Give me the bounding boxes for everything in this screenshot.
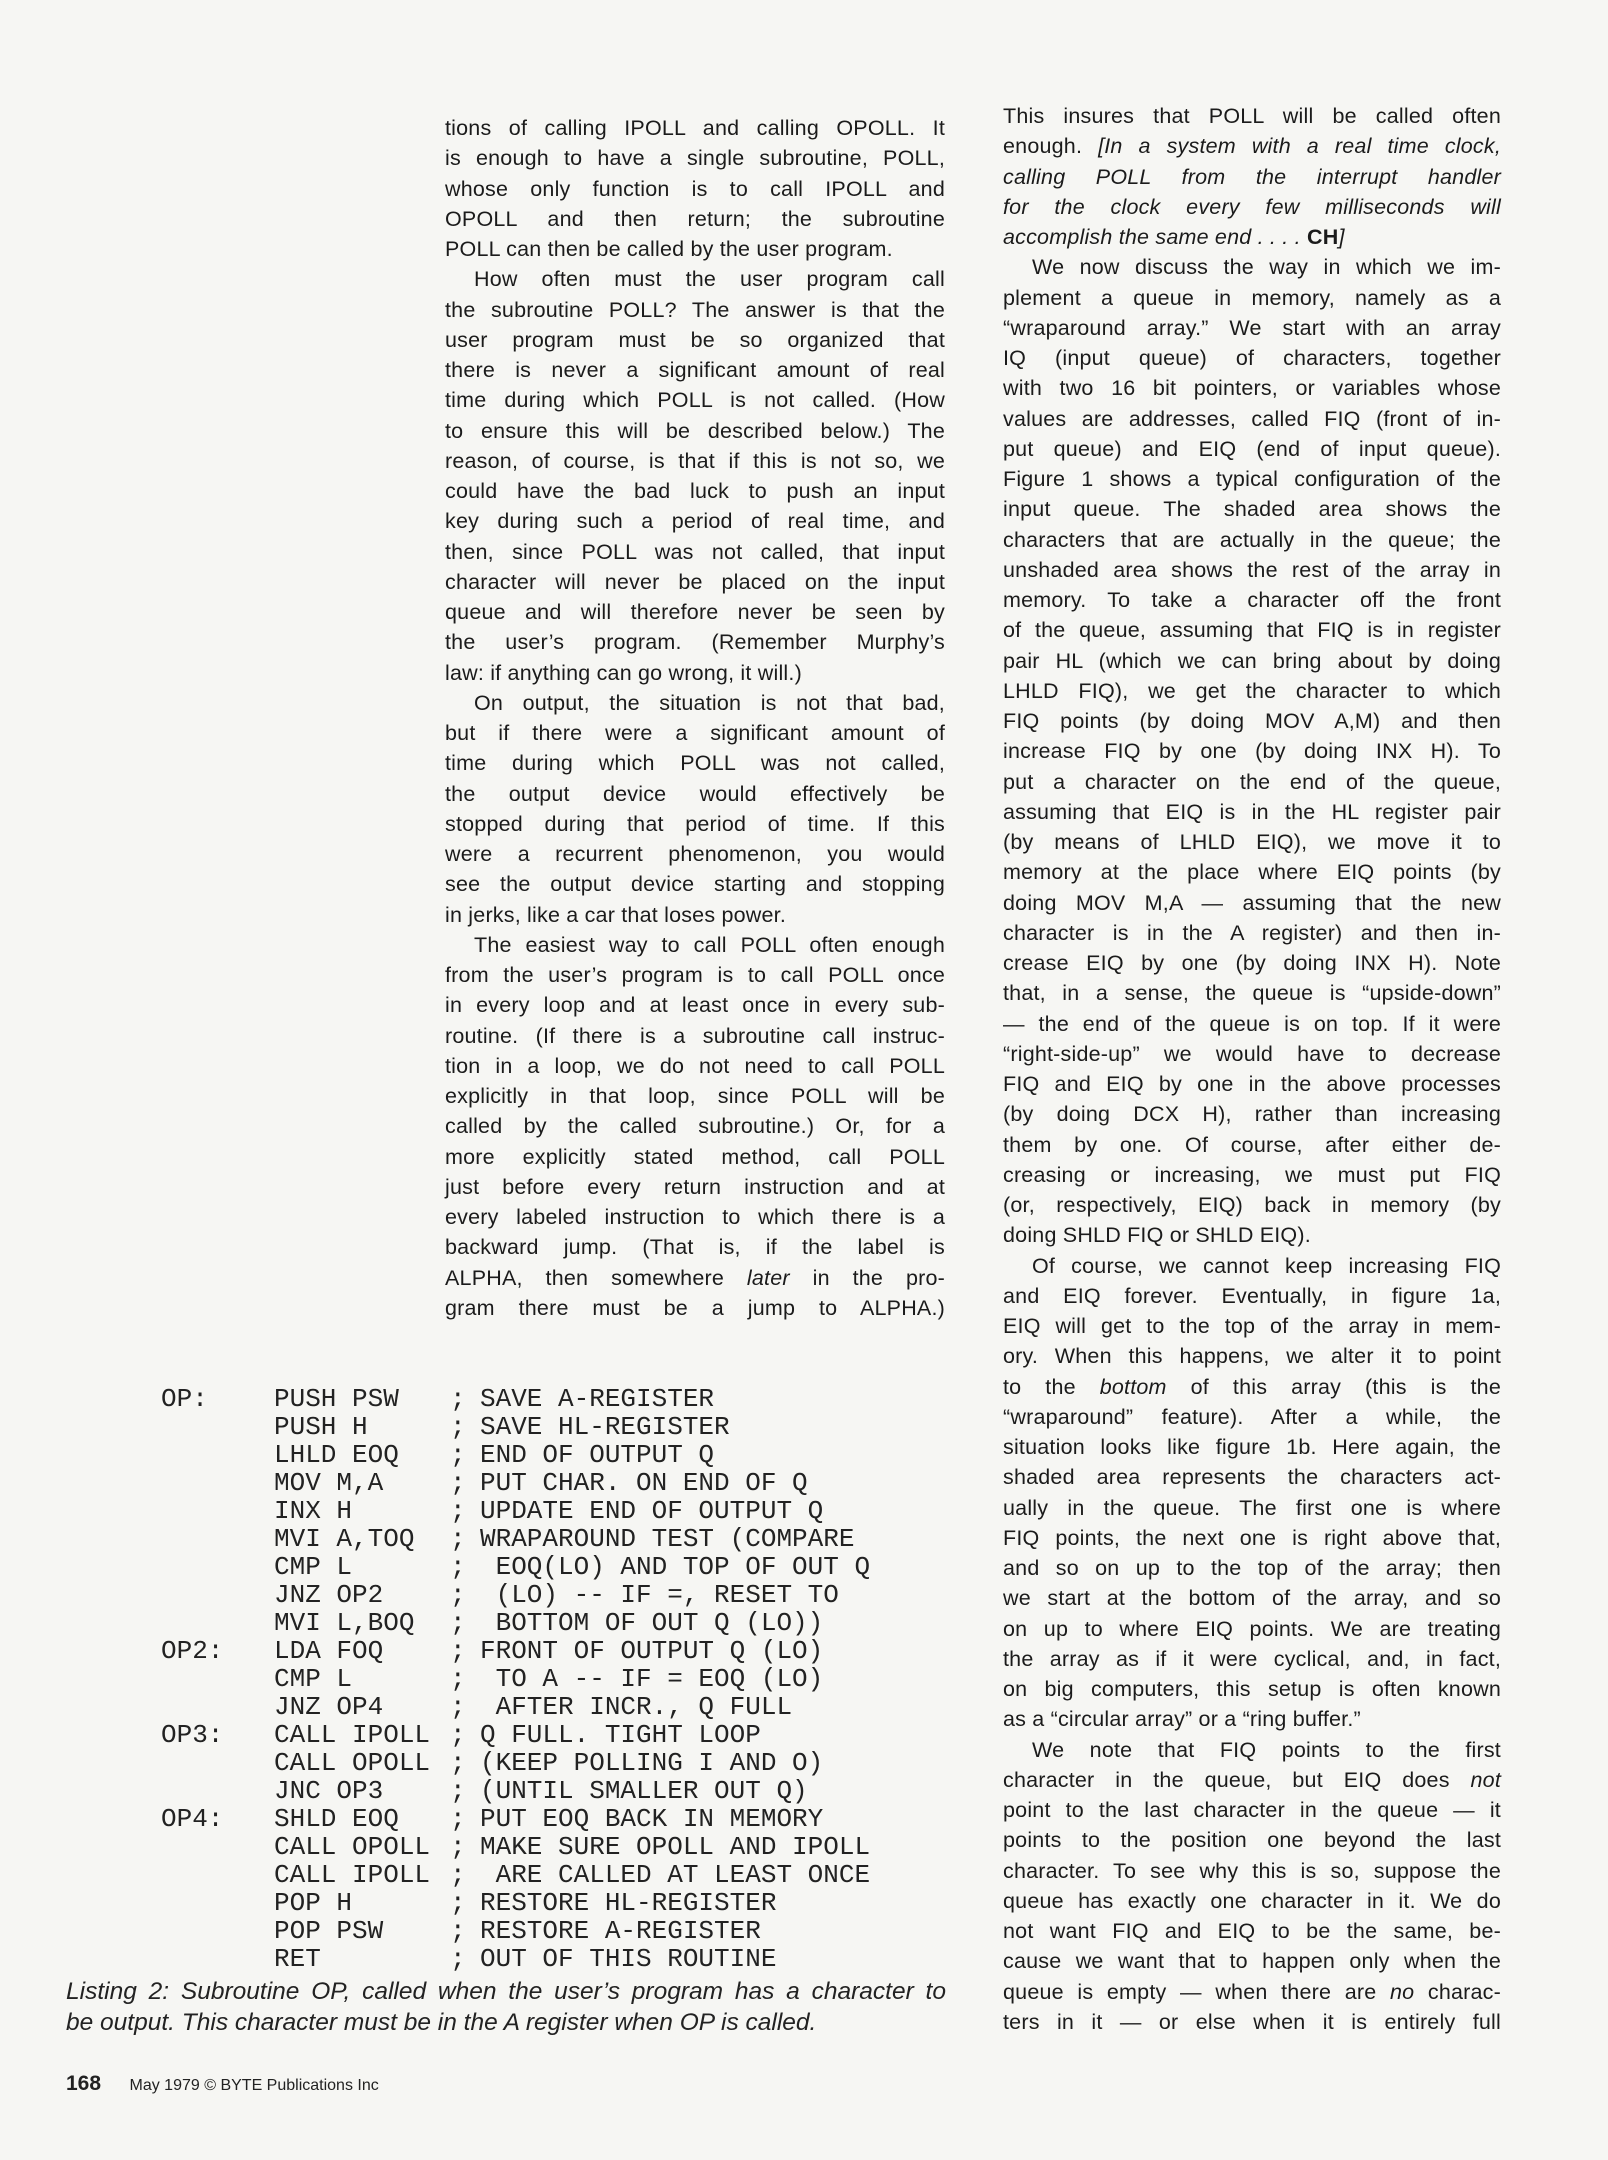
text-line: memory at the place where EIQ points (by [1003,860,1501,885]
listing-row [0,1525,960,1553]
listing-semicolon: ; [450,1692,466,1722]
text-line: OPOLL and then return; the subroutine [445,206,945,231]
text-column-middle [445,113,945,1323]
text-line: This insures that POLL will be called often [1003,104,1501,128]
text-line: The easiest way to call POLL often enough [474,932,945,957]
text-line: reason, of course, is that if this is not so, we [445,448,945,473]
text-line: see the output device starting and stopping [445,872,945,897]
text-line: “wraparound array.” We start with an array [1003,315,1501,340]
text-line: — the end of the queue is on top. If it were [1003,1011,1501,1036]
listing-instruction: JNC OP3 [274,1776,384,1806]
listing-instruction: PUSH PSW [274,1384,399,1414]
line-text: charac- [1414,1979,1501,2004]
text-line: and EIQ forever. Eventually, in figure 1a, [1003,1283,1501,1308]
emphasis-text: ] [1338,225,1345,249]
listing-comment: (KEEP POLLING I AND O) [480,1748,824,1778]
listing-row [0,1833,960,1861]
text-line: plement a queue in memory, namely as a [1003,285,1501,310]
text-line: the array as if it were cyclical, and, in fact, [1003,1646,1501,1671]
listing-comment: PUT EOQ BACK IN MEMORY [480,1804,824,1834]
listing-semicolon: ; [450,1916,466,1946]
text-line: creasing or increasing, we must put FIQ [1003,1162,1501,1187]
text-line: routine. (If there is a subroutine call instruc- [445,1023,945,1048]
text-line: them by one. Of course, after either de- [1003,1132,1501,1157]
text-line: queue and will therefore never be seen by [445,600,945,624]
text-line: ory. When this happens, we alter it to point [1003,1344,1501,1369]
text-line: situation looks like figure 1b. Here again, the [1003,1435,1501,1459]
listing-instruction: RET [274,1944,321,1974]
page-number: 168 [66,2072,102,2095]
listing-instruction: SHLD EOQ [274,1804,399,1834]
listing-row [0,1749,960,1777]
emphasis-text: [In a system with a real time clock, [1098,134,1501,159]
listing-comment: SAVE HL-REGISTER [480,1412,730,1442]
listing-comment: TO A -- IF = EOQ (LO) [480,1664,824,1694]
listing-semicolon: ; [450,1608,466,1638]
listing-row [0,1497,960,1525]
caption-line: be output. This character must be in the A register when OP is called. [66,2009,817,2036]
listing-instruction: JNZ OP4 [274,1692,384,1722]
caption-line: Listing 2: Subroutine OP, called when the user’s program has a character to [66,1978,946,2005]
text-line [1003,1372,1501,1402]
listing-instruction: INX H [274,1496,353,1526]
listing-row [0,1581,960,1609]
listing-comment: EOQ(LO) AND TOP OF OUT Q [480,1552,871,1582]
text-line: We note that FIQ points to the first [1032,1737,1501,1762]
text-line [1003,162,1501,192]
listing-row [0,1413,960,1441]
text-line: and so on up to the top of the array; then [1003,1556,1501,1580]
text-line: Figure 1 shows a typical configuration of the [1003,467,1501,491]
listing-comment: PUT CHAR. ON END OF Q [480,1468,808,1498]
text-line: time during which POLL is not called. (How [445,388,945,413]
listing-semicolon: ; [450,1412,466,1442]
listing-semicolon: ; [450,1944,466,1974]
text-line: doing SHLD FIQ or SHLD EIQ). [1003,1223,1311,1248]
text-line: then, since POLL was not called, that input [445,539,945,564]
emphasis-text: bottom [1099,1374,1167,1399]
listing-semicolon: ; [450,1636,466,1666]
text-line: could have the bad luck to push an input [445,479,945,503]
text-line: with two 16 bit pointers, or variables whose [1003,376,1501,401]
text-line: doing MOV M,A — assuming that the new [1003,890,1501,915]
listing-row [0,1917,960,1945]
text-line: POLL can then be called by the user program. [445,237,893,261]
listing-comment: (UNTIL SMALLER OUT Q) [480,1776,808,1806]
text-line: queue has exactly one character in it. We do [1003,1888,1501,1913]
listing-comment: RESTORE HL-REGISTER [480,1888,777,1918]
listing-comment: END OF OUTPUT Q [480,1440,715,1470]
line-text: queue is empty — when there are [1003,1979,1390,2004]
text-line: tions of calling IPOLL and calling OPOLL. It [445,116,945,140]
text-line: the output device would effectively be [445,781,945,806]
text-line: explicitly in that loop, since POLL will be [445,1084,945,1108]
text-line: on big computers, this setup is often known [1003,1677,1501,1701]
text-line: law: if anything can go wrong, it will.) [445,660,802,685]
listing-comment: MAKE SURE OPOLL AND IPOLL [480,1832,871,1862]
listing-instruction: CALL OPOLL [274,1832,431,1862]
text-line: assuming that EIQ is in the HL register pair [1003,799,1501,824]
line-text: of this array (this is the [1166,1374,1501,1399]
text-line: character is in the A register) and then in- [1003,920,1501,945]
listing-semicolon: ; [450,1580,466,1610]
listing-row [0,1553,960,1581]
text-line: that, in a sense, the queue is “upside-down” [1003,981,1501,1006]
listing-instruction: PUSH H [274,1412,368,1442]
listing-instruction: CALL IPOLL [274,1860,431,1890]
listing-instruction: MVI L,BOQ [274,1608,415,1638]
listing-row [0,1441,960,1469]
listing-row [0,1861,960,1889]
text-line: We now discuss the way in which we im- [1032,255,1501,280]
text-line [1003,1977,1501,2007]
text-line: (or, respectively, EIQ) back in memory (by [1003,1193,1501,1217]
listing-semicolon: ; [450,1888,466,1918]
text-line: put a character on the end of the queue, [1003,769,1501,794]
listing-instruction: POP PSW [274,1916,384,1946]
listing-semicolon: ; [450,1720,466,1750]
text-line: time during which POLL was not called, [445,751,945,776]
listing-semicolon: ; [450,1524,466,1554]
text-line: crease EIQ by one (by doing INX H). Note [1003,951,1501,975]
emphasis-text: no [1389,1979,1415,2004]
text-line: values are addresses, called FIQ (front of in- [1003,406,1501,431]
listing-row [0,1693,960,1721]
emphasis-text: for the clock every few milliseconds will [1003,194,1501,219]
text-line: ters in it — or else when it is entirely full [1003,2009,1501,2034]
listing-comment: OUT OF THIS ROUTINE [480,1944,777,1974]
text-line: on up to where EIQ points. We are treating [1003,1616,1501,1641]
text-column-right [1003,101,1501,2037]
text-line: (by doing DCX H), rather than increasing [1003,1102,1501,1127]
text-line: input queue. The shaded area shows the [1003,497,1501,522]
text-line [1003,1765,1501,1795]
listing-comment: ARE CALLED AT LEAST ONCE [480,1860,871,1890]
listing-semicolon: ; [450,1804,466,1834]
listing-semicolon: ; [450,1860,466,1890]
text-line: user program must be so organized that [445,327,945,352]
listing-semicolon: ; [450,1748,466,1778]
text-line: to ensure this will be described below.) The [445,418,945,443]
text-line: put queue) and EIQ (end of input queue). [1003,436,1501,461]
text-line: character will never be placed on the input [445,569,945,594]
listing-comment: (LO) -- IF =, RESET TO [480,1580,839,1610]
text-line: LHLD FIQ), we get the character to which [1003,678,1501,703]
listing-instruction: POP H [274,1888,353,1918]
listing-caption [66,1976,946,2038]
line-text: in the pro- [789,1265,945,1290]
text-line: as a “circular array” or a “ring buffer.” [1003,1707,1361,1732]
listing-instruction: LDA FOQ [274,1636,384,1666]
text-line: there is never a significant amount of real [445,358,945,382]
listing-semicolon: ; [450,1832,466,1862]
emphasis-text: later [746,1265,790,1290]
listing-row [0,1889,960,1917]
line-text: character in the queue, but EIQ does [1003,1767,1471,1792]
listing-comment: BOTTOM OF OUT Q (LO)) [480,1608,824,1638]
listing-comment: WRAPAROUND TEST (COMPARE [480,1524,855,1554]
text-line: EIQ will get to the top of the array in mem- [1003,1314,1501,1338]
text-line: characters that are actually in the queue; the [1003,527,1501,552]
listing-instruction: CMP L [274,1552,353,1582]
listing-semicolon: ; [450,1496,466,1526]
text-line: were a recurrent phenomenon, you would [445,842,945,866]
listing-instruction: CMP L [274,1664,353,1694]
listing-label: OP4: [161,1804,224,1834]
text-line: from the user’s program is to call POLL once [445,963,945,987]
text-line: FIQ points (by doing MOV A,M) and then [1003,709,1501,733]
code-listing [0,1385,960,1973]
emphasis-text: not [1470,1767,1501,1792]
listing-row [0,1385,960,1413]
listing-semicolon: ; [450,1664,466,1694]
listing-comment: UPDATE END OF OUTPUT Q [480,1496,824,1526]
text-line [445,1263,945,1293]
text-line: FIQ points, the next one is right above that, [1003,1525,1501,1550]
text-line: IQ (input queue) of characters, together [1003,346,1501,370]
text-line: we start at the bottom of the array, and so [1003,1586,1501,1611]
text-line: On output, the situation is not that bad, [474,690,945,715]
line-text: enough. [1003,134,1099,159]
text-line: unshaded area shows the rest of the array in [1003,557,1501,582]
editor-initials: CH [1306,225,1339,249]
text-line: “wraparound” feature). After a while, the [1003,1404,1501,1429]
listing-row [0,1805,960,1833]
text-line: more explicitly stated method, call POLL [445,1144,945,1169]
listing-row [0,1469,960,1497]
listing-semicolon: ; [450,1384,466,1414]
listing-comment: FRONT OF OUTPUT Q (LO) [480,1636,824,1666]
listing-row [0,1945,960,1973]
text-line: gram there must be a jump to ALPHA.) [445,1295,945,1320]
text-line: in jerks, like a car that loses power. [445,902,786,927]
listing-semicolon: ; [450,1776,466,1806]
text-line: (by means of LHLD EIQ), we move it to [1003,830,1501,854]
listing-semicolon: ; [450,1440,466,1470]
line-text: to the [1003,1374,1100,1399]
emphasis-text: accomplish the same end . . . . [1003,225,1307,249]
listing-row [0,1609,960,1637]
text-line: memory. To take a character off the front [1003,588,1501,612]
text-line: in every loop and at least once in every sub- [445,993,945,1018]
text-line: shaded area represents the characters act- [1003,1465,1501,1490]
listing-instruction: CALL OPOLL [274,1748,431,1778]
line-text: ALPHA, then somewhere [445,1265,747,1290]
listing-comment: SAVE A-REGISTER [480,1384,715,1414]
listing-row [0,1777,960,1805]
emphasis-text: calling POLL from the interrupt handler [1003,164,1501,189]
text-line: pair HL (which we can bring about by doing [1003,648,1501,673]
page-footer [66,2072,379,2096]
listing-comment: AFTER INCR., Q FULL [480,1692,793,1722]
text-line: FIQ and EIQ by one in the above processes [1003,1072,1501,1096]
text-line [1003,131,1501,161]
text-line: just before every return instruction and at [445,1174,945,1199]
text-line: Of course, we cannot keep increasing FIQ [1032,1253,1501,1278]
text-line [1003,192,1501,222]
listing-row [0,1721,960,1749]
listing-instruction: MOV M,A [274,1468,384,1498]
text-line: “right-side-up” we would have to decrease [1003,1041,1501,1066]
listing-comment: Q FULL. TIGHT LOOP [480,1720,761,1750]
text-line: of the queue, assuming that FIQ is in register [1003,618,1501,643]
listing-semicolon: ; [450,1468,466,1498]
listing-label: OP3: [161,1720,224,1750]
listing-label: OP2: [161,1636,224,1666]
text-line: stopped during that period of time. If this [445,811,945,836]
text-line: whose only function is to call IPOLL and [445,176,945,201]
text-line: character. To see why this is so, suppose the [1003,1858,1501,1883]
text-line: but if there were a significant amount of [445,721,945,745]
text-line: cause we want that to happen only when the [1003,1949,1501,1974]
text-line: point to the last character in the queue — it [1003,1798,1501,1822]
listing-instruction: MVI A,TOQ [274,1524,415,1554]
listing-label: OP: [161,1384,208,1414]
listing-instruction: LHLD EOQ [274,1440,399,1470]
listing-row [0,1665,960,1693]
text-line: the user’s program. (Remember Murphy’s [445,630,945,655]
listing-row [0,1637,960,1665]
listing-semicolon: ; [450,1552,466,1582]
listing-comment: RESTORE A-REGISTER [480,1916,761,1946]
text-line: increase FIQ by one (by doing INX H). To [1003,739,1501,764]
text-line: backward jump. (That is, if the label is [445,1235,945,1260]
text-line: called by the called subroutine.) Or, for a [445,1114,945,1139]
text-line: key during such a period of real time, and [445,509,945,534]
listing-instruction: CALL IPOLL [274,1720,431,1750]
text-line: not want FIQ and EIQ to be the same, be- [1003,1919,1501,1943]
text-line: the subroutine POLL? The answer is that the [445,297,945,322]
text-line: ually in the queue. The first one is where [1003,1495,1501,1520]
text-line [1003,222,1501,252]
text-line: How often must the user program call [474,267,945,292]
text-line: points to the position one beyond the last [1003,1828,1501,1853]
listing-instruction: JNZ OP2 [274,1580,384,1610]
text-line: is enough to have a single subroutine, POLL, [445,146,945,171]
text-line: every labeled instruction to which there is a [445,1205,945,1229]
text-line: tion in a loop, we do not need to call POLL [445,1053,945,1078]
publication-credit: May 1979 © BYTE Publications Inc [129,2077,379,2094]
